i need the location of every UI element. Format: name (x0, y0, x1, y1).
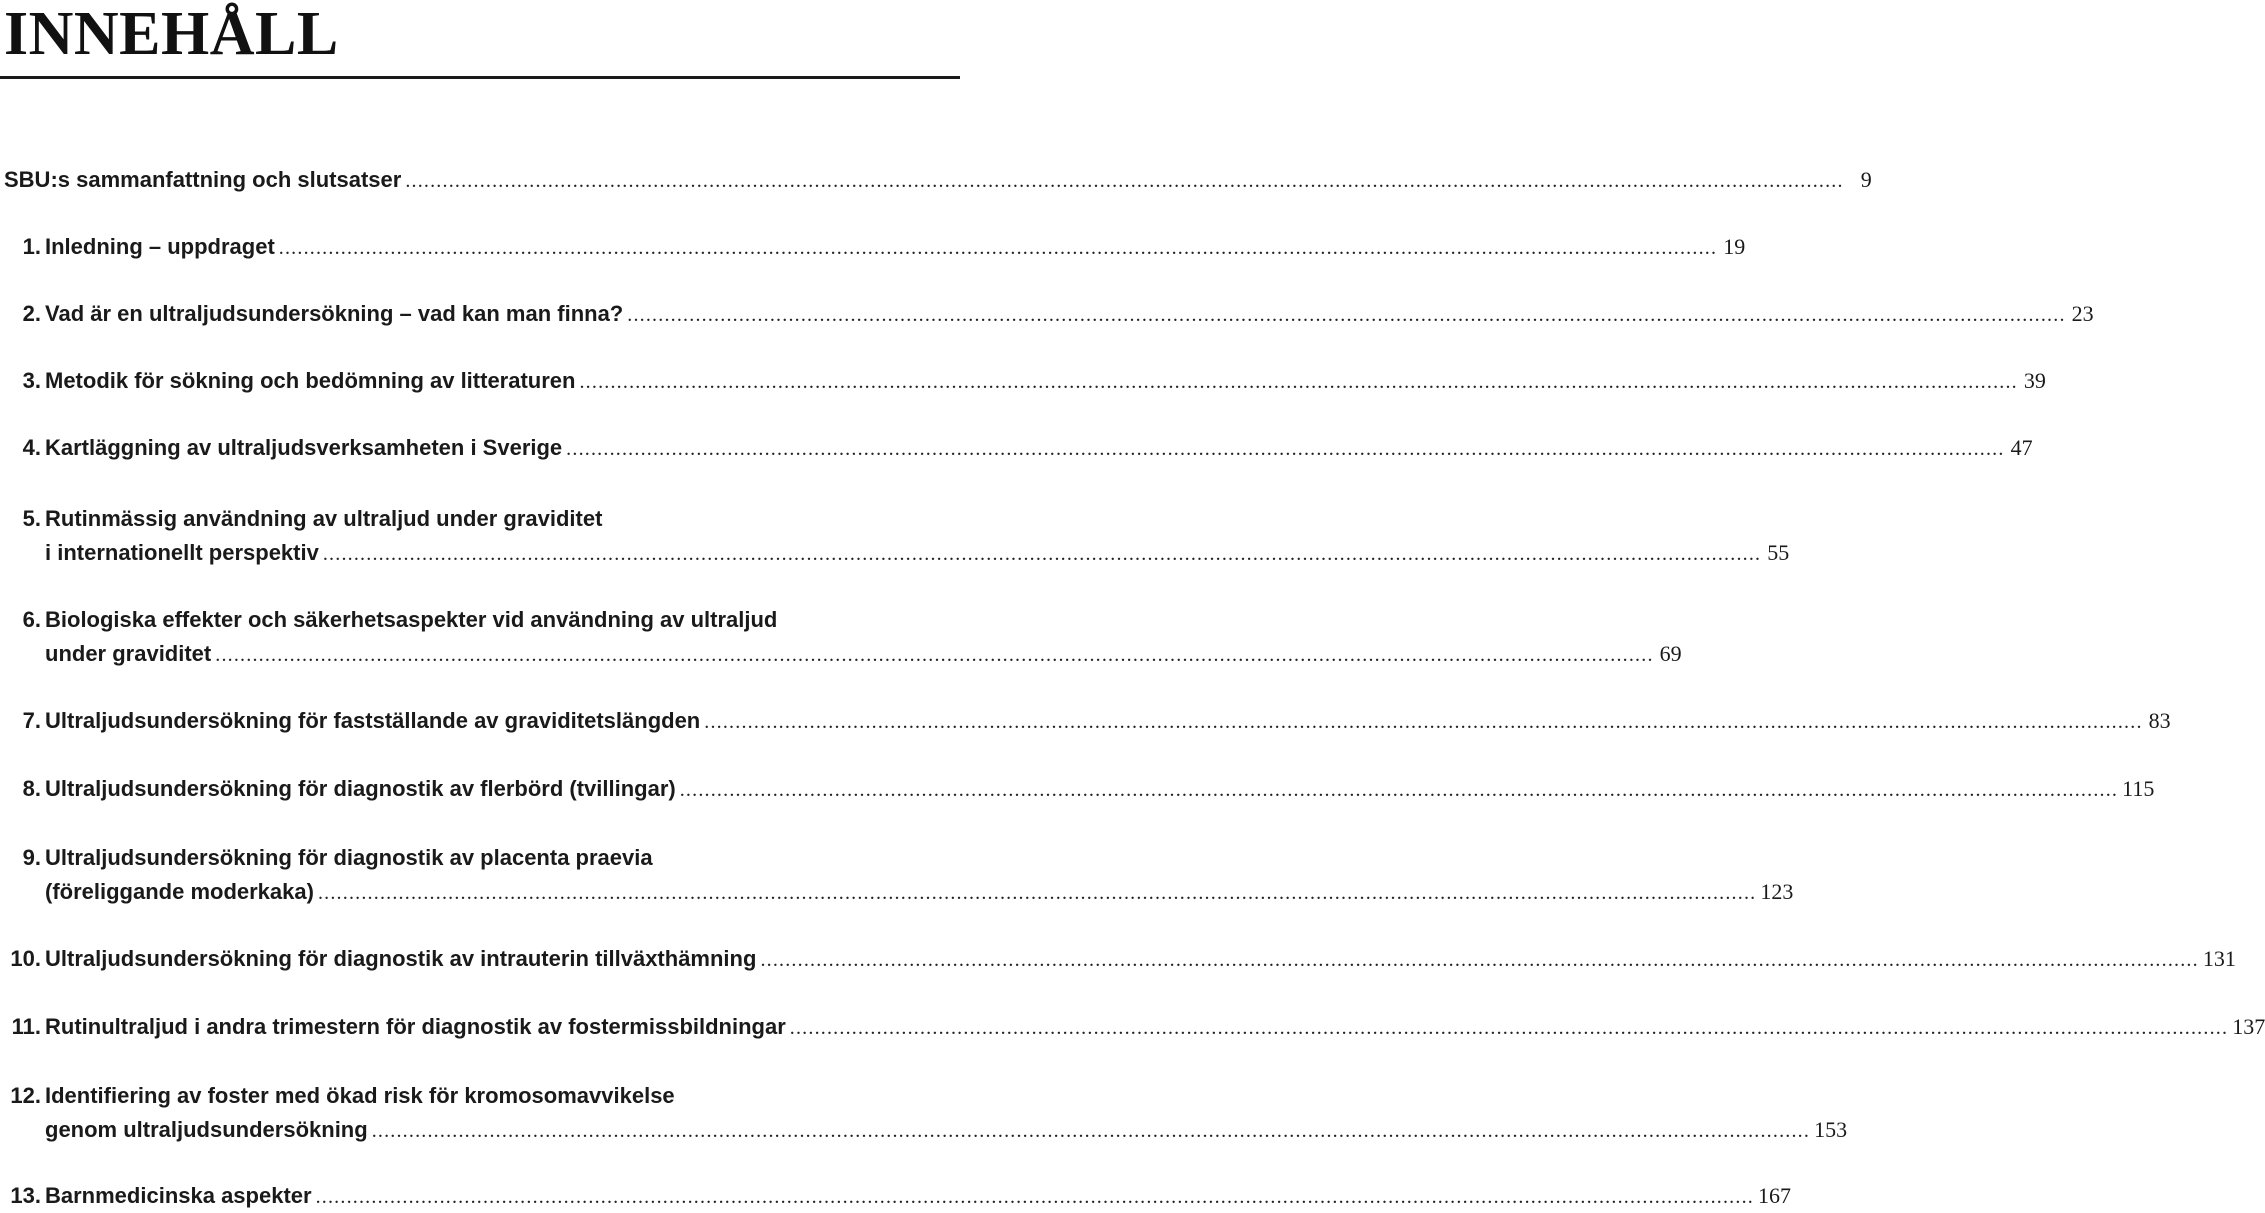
toc-entry-1[interactable] (0, 231, 1746, 263)
toc-entry-summary[interactable] (0, 164, 1872, 196)
toc-entry-title: SBU:s sammanfattning och slutsatser (4, 167, 402, 192)
toc-page-number: 115 (2122, 776, 2155, 801)
toc-entry-title-continued: i internationellt perspektiv (45, 540, 319, 565)
toc-page-number: 55 (1767, 540, 1790, 565)
toc-entry-title: Kartläggning av ultraljudsverksamheten i Sverige (45, 435, 563, 460)
toc-entry-title: Metodik för sökning och bedömning av litteraturen (45, 368, 576, 393)
toc-entry-title: Inledning – uppdraget (45, 234, 275, 259)
toc-page-number: 39 (2023, 368, 2046, 393)
toc-entry-title: Barnmedicinska aspekter (45, 1183, 312, 1208)
toc-leader-dots (323, 538, 1761, 570)
toc-entry-title-continued: under graviditet (45, 641, 212, 666)
toc-page-number: 167 (1757, 1183, 1791, 1208)
toc-entry-number: 10. (10, 946, 41, 971)
toc-leader-dots (579, 366, 2017, 398)
toc-leader-dots (790, 1012, 2228, 1044)
toc-leader-dots (760, 944, 2198, 976)
toc-entry-7[interactable] (0, 705, 2171, 737)
toc-entry-3[interactable] (0, 365, 2046, 397)
toc-entry-title-continued: genom ultraljudsundersökning (45, 1117, 368, 1142)
toc-entry-number: 11. (11, 1014, 41, 1039)
toc-page-number: 153 (1814, 1117, 1848, 1142)
toc-entry-title: Biologiska effekter och säkerhetsaspekter vid användning av ultraljud (45, 607, 778, 632)
toc-leader-dots (566, 433, 2004, 465)
toc-page-number: 23 (2071, 301, 2094, 326)
toc-entry-number: 8. (22, 776, 41, 801)
toc-entry-title: Rutinmässig användning av ultraljud under graviditet (45, 506, 603, 531)
toc-entry-2[interactable] (0, 298, 2094, 330)
toc-page-number: 123 (1760, 879, 1794, 904)
toc-leader-dots (405, 165, 1843, 197)
toc-entry-5[interactable] (0, 503, 956, 535)
toc-entry-number: 4. (22, 435, 41, 460)
toc-entry-number: 5. (22, 506, 41, 531)
toc-entry-12[interactable] (0, 1080, 956, 1112)
toc-entry-title: Rutinultraljud i andra trimestern för diagnostik av fostermissbildningar (45, 1014, 786, 1039)
toc-page-number: 19 (1723, 234, 1746, 259)
toc-entry-number: 6. (22, 607, 41, 632)
toc-entry-number: 9. (22, 845, 41, 870)
toc-page-number: 69 (1659, 641, 1682, 666)
toc-entry-4[interactable] (0, 432, 2033, 464)
toc-leader-dots (215, 639, 1653, 671)
toc-entry-title: Ultraljudsundersökning för diagnostik av placenta praevia (45, 845, 653, 870)
toc-entry-title: Vad är en ultraljudsundersökning – vad kan man finna? (45, 301, 624, 326)
toc-entry-6-continued[interactable] (0, 638, 1682, 670)
toc-page-number: 9 (1860, 167, 1872, 192)
toc-entry-title: Identifiering av foster med ökad risk för kromosomavvikelse (45, 1083, 675, 1108)
toc-entry-title: Ultraljudsundersökning för fastställande av graviditetslängden (45, 708, 701, 733)
toc-entry-9[interactable] (0, 842, 956, 874)
toc-entry-5-continued[interactable] (0, 537, 1790, 569)
toc-leader-dots (279, 232, 1717, 264)
toc-entry-10[interactable] (0, 943, 2236, 975)
toc-entry-number: 7. (22, 708, 41, 733)
toc-entry-title: Ultraljudsundersökning för diagnostik av flerbörd (tvillingar) (45, 776, 676, 801)
toc-leader-dots (627, 299, 2065, 331)
toc-entry-9-continued[interactable] (0, 876, 1794, 908)
toc-leader-dots (372, 1115, 1810, 1147)
toc-page-number: 47 (2010, 435, 2033, 460)
toc-page-number: 131 (2202, 946, 2236, 971)
page-title: INNEHÅLL (4, 0, 339, 68)
toc-entry-number: 12. (10, 1083, 41, 1108)
toc-leader-dots (680, 774, 2118, 806)
toc-entry-number: 3. (22, 368, 41, 393)
toc-entry-13[interactable] (0, 1180, 1791, 1212)
toc-entry-12-continued[interactable] (0, 1114, 1848, 1146)
toc-page-number: 83 (2148, 708, 2171, 733)
toc-entry-title-continued: (föreliggande moderkaka) (45, 879, 314, 904)
toc-page-number: 137 (2232, 1014, 2265, 1039)
toc-entry-6[interactable] (0, 604, 956, 636)
toc-entry-number: 2. (22, 301, 41, 326)
toc-entry-number: 1. (22, 234, 41, 259)
toc-entry-title: Ultraljudsundersökning för diagnostik av intrauterin tillväxthämning (45, 946, 757, 971)
toc-entry-number: 13. (10, 1183, 41, 1208)
toc-entry-11[interactable] (0, 1011, 2265, 1043)
toc-leader-dots (704, 706, 2142, 738)
toc-leader-dots (316, 1181, 1754, 1213)
toc-entry-8[interactable] (0, 773, 2155, 805)
toc-leader-dots (318, 877, 1756, 909)
